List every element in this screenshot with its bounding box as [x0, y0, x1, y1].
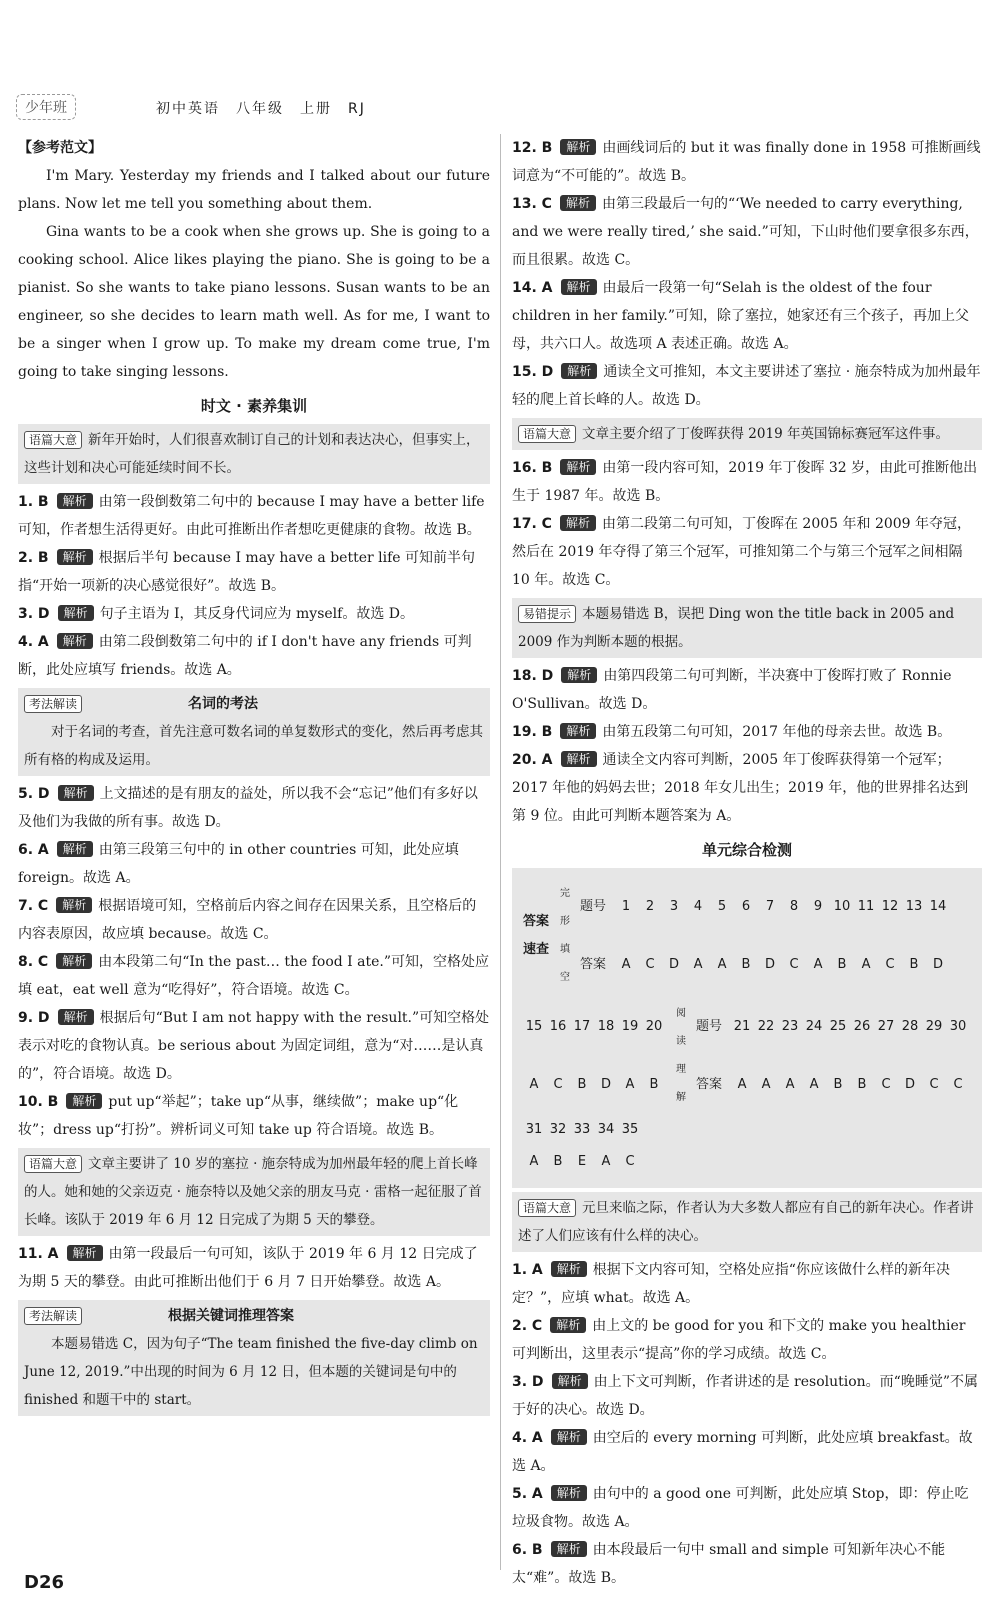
summary-text: 新年开始时，人们很喜欢制订自己的计划和表达决心，但事实上，这些计划和决心可能延续时间不长。 [24, 432, 480, 476]
analysis-tag: 解析 [560, 195, 596, 211]
table-cell: C [953, 1077, 963, 1092]
answer-item [512, 510, 982, 594]
summary-tag: 语篇大意 [24, 431, 82, 449]
summary-text: 元旦来临之际，作者认为大多数人都应有自己的新年决心。作者讲述了人们应该有什么样的决心。 [518, 1200, 974, 1244]
table-cell: 19 [621, 1019, 639, 1034]
item-number: 3. D [512, 1374, 544, 1390]
ans-cells [610, 936, 954, 994]
table-cell: 4 [693, 899, 703, 914]
table-cell: C [625, 1154, 635, 1169]
item-number: 1. B [18, 494, 49, 510]
analysis-tag: 解析 [551, 1541, 587, 1557]
table-cell: 27 [877, 1019, 895, 1034]
answer-item [18, 780, 490, 836]
table-cell: 33 [573, 1122, 591, 1137]
analysis-tag: 解析 [57, 493, 93, 509]
item-number: 13. C [512, 196, 552, 212]
answer-list [512, 454, 982, 594]
table-cell: A [625, 1077, 635, 1092]
table-cell: 1 [621, 899, 631, 914]
answer-item [512, 274, 982, 358]
table-cell: 3 [669, 899, 679, 914]
item-text: 由第一段倒数第二句中的 because I may have a better life 可知，作者想生活得更好。由此可推断出作者想吃更健康的食物。故选 B。 [18, 494, 485, 538]
item-text: 由第五段第二句可知，2017 年他的母亲去世。故选 B。 [602, 724, 952, 740]
item-text: 通读全文内容可判断，2005 年丁俊晖获得第一个冠军；2017 年他的妈妈去世；2018 年女儿出生；2019 年，他的世界排名达到第 9 位。由此可判断本题答案为 A。 [512, 752, 969, 824]
item-number: 15. D [512, 364, 554, 380]
table-cell: D [765, 957, 776, 972]
analysis-tag: 解析 [560, 139, 596, 155]
analysis-tag: 解析 [561, 363, 597, 379]
table-cell: 14 [929, 899, 947, 914]
section-title: 时文 · 素养集训 [200, 397, 308, 415]
summary-tag: 语篇大意 [518, 1199, 576, 1217]
item-number: 5. A [512, 1486, 543, 1502]
analysis-tag: 解析 [58, 785, 94, 801]
item-number: 20. A [512, 752, 553, 768]
table-cell: D [669, 957, 680, 972]
item-text: 上文描述的是有朋友的益处，所以我不会“忘记”他们有多好以及他们为我做的所有事。故选 D。 [18, 786, 478, 830]
num-cells [518, 1114, 670, 1146]
answer-item [512, 1256, 982, 1312]
table-cell: 10 [833, 899, 851, 914]
essay-paragraph: Gina wants to be a cook when she grows up. She is going to a cooking school. Alice likes playing the piano. She is going to be a pianist. So she wants to take piano lessons. Susan wants to be an engineer, so she decides to learn math well. As for me, I want to be a singer when I grow up. To make my dream come true, I'm going to take singing lessons. [18, 224, 490, 380]
row-label: 题号 [696, 1019, 723, 1034]
num-cells [518, 998, 670, 1056]
answer-item [512, 1368, 982, 1424]
table-cell: C [553, 1077, 563, 1092]
table-cell: B [649, 1077, 659, 1092]
item-number: 5. D [18, 786, 50, 802]
answer-item [18, 488, 490, 544]
answer-list [512, 134, 982, 414]
item-text: 由句中的 a good one 可判断，此处应填 Stop，即：停止吃垃圾食物。故选 A。 [512, 1486, 969, 1530]
answer-list [18, 488, 490, 684]
analysis-tag: 解析 [58, 605, 94, 621]
table-cell: C [645, 957, 655, 972]
answer-table [512, 868, 982, 1188]
table-cell: 5 [717, 899, 727, 914]
analysis-tag: 解析 [551, 1485, 587, 1501]
table-cell: A [737, 1077, 747, 1092]
item-number: 3. D [18, 606, 50, 622]
table-cell: 12 [881, 899, 899, 914]
item-number: 1. A [512, 1262, 543, 1278]
item-text: 由第三段第三句中的 in other countries 可知，此处应填 foreign。故选 A。 [18, 842, 459, 886]
item-text: 由第三段最后一句的“‘We needed to carry everything, and we were really tired,’ she said.”可知，下山时他们要拿很多东西，而且很累。故选 C。 [512, 196, 979, 268]
answer-item [512, 662, 982, 718]
table-cell: 16 [549, 1019, 567, 1034]
table-cell: 11 [857, 899, 875, 914]
table-cell: D [933, 957, 944, 972]
table-cell: A [529, 1077, 539, 1092]
item-number: 11. A [18, 1246, 59, 1262]
table-cell: 23 [781, 1019, 799, 1034]
analysis-tag: 解析 [56, 953, 92, 969]
item-number: 19. B [512, 724, 553, 740]
answer-item [512, 358, 982, 414]
item-number: 7. C [18, 898, 49, 914]
table-cell: A [693, 957, 703, 972]
table-cell: 17 [573, 1019, 591, 1034]
item-text: 由本段第二句“In the past… the food I ate.”可知，空格处应填 eat，eat well 意为“吃得好”，符合语境。故选 C。 [18, 954, 490, 998]
table-cell: B [833, 1077, 843, 1092]
item-number: 18. D [512, 668, 554, 684]
table-cell: 35 [621, 1122, 639, 1137]
item-text: put up“举起”；take up“从事，继续做”；make up“化妆”；dress up“打扮”。辨析词义可知 take up 符合语境。故选 B。 [18, 1094, 459, 1138]
page-number: D26 [24, 1572, 64, 1593]
table-cell: 20 [645, 1019, 663, 1034]
table-cell: 21 [733, 1019, 751, 1034]
answer-item [512, 134, 982, 190]
item-text: 由第四段第二句可判断，半决赛中丁俊晖打败了 Ronnie O'Sullivan。故选 D。 [512, 668, 952, 712]
item-text: 根据后半句 because I may have a better life 可知前半句指“开始一项新的决心感觉很好”。故选 B。 [18, 550, 476, 594]
table-cell: 34 [597, 1122, 615, 1137]
table-cell: A [809, 1077, 819, 1092]
item-text: 由本段最后一句中 small and simple 可知新年决心不能太“难”。故选 B。 [512, 1542, 946, 1586]
item-text: 由第二段第二句可知，丁俊晖在 2005 年和 2009 年夺冠，然后在 2019 年夺得了第三个冠军，可推知第二个与第三个冠军之间相隔 10 年。故选 C。 [512, 516, 972, 588]
exam-point-tag: 考法解读 [24, 695, 82, 713]
num-cells [610, 878, 954, 936]
unit-title: 单元综合检测 [701, 841, 792, 859]
table-cell: 25 [829, 1019, 847, 1034]
tip-box [512, 598, 982, 658]
num-cells [726, 998, 974, 1056]
answer-item [18, 600, 490, 628]
answer-item [512, 454, 982, 510]
answer-list [18, 780, 490, 1144]
table-cell: D [600, 1077, 611, 1092]
analysis-tag: 解析 [57, 549, 93, 565]
table-cell: B [857, 1077, 867, 1092]
analysis-tag: 解析 [551, 1261, 587, 1277]
answer-item [512, 746, 982, 830]
item-number: 4. A [18, 634, 49, 650]
item-number: 6. A [18, 842, 49, 858]
item-number: 8. C [18, 954, 49, 970]
item-number: 9. D [18, 1010, 50, 1026]
table-cell: B [909, 957, 919, 972]
analysis-tag: 解析 [58, 1009, 94, 1025]
answer-item [18, 836, 490, 892]
table-cell: 15 [525, 1019, 543, 1034]
answer-list [512, 1256, 982, 1592]
summary-tag: 语篇大意 [24, 1155, 82, 1173]
table-cell: 24 [805, 1019, 823, 1034]
table-cell: A [529, 1154, 539, 1169]
exam-point-tag: 考法解读 [24, 1307, 82, 1325]
answer-list [512, 662, 982, 830]
exam-point-text: 对于名词的考查，首先注意可数名词的单复数形式的变化，然后再考虑其所有格的构成及运用。 [24, 724, 483, 768]
answer-item [18, 1088, 490, 1144]
answer-item [512, 1424, 982, 1480]
table-cell: C [789, 957, 799, 972]
table-cell: A [717, 957, 727, 972]
answer-item [512, 1312, 982, 1368]
analysis-tag: 解析 [67, 1245, 103, 1261]
answer-item [18, 948, 490, 1004]
right-column [512, 134, 982, 1592]
item-text: 由画线词后的 but it was finally done in 1958 可推断画线词意为“不可能的”。故选 B。 [512, 140, 981, 184]
table-cell: C [885, 957, 895, 972]
table-cell: A [601, 1154, 611, 1169]
analysis-tag: 解析 [560, 515, 596, 531]
table-cell: 28 [901, 1019, 919, 1034]
table-cell: B [577, 1077, 587, 1092]
summary-box [512, 1192, 982, 1252]
table-cell: E [577, 1154, 587, 1169]
analysis-tag: 解析 [57, 633, 93, 649]
exam-point-box [18, 688, 490, 776]
summary-box [18, 1148, 490, 1236]
table-cell: A [785, 1077, 795, 1092]
exam-point-box [18, 1300, 490, 1416]
answer-item [18, 892, 490, 948]
item-number: 14. A [512, 280, 553, 296]
item-text: 根据下文内容可知，空格处应指“你应该做什么样的新年决定？”，应填 what。故选 A。 [512, 1262, 950, 1306]
left-column [18, 134, 490, 1420]
item-number: 2. C [512, 1318, 543, 1334]
summary-text: 文章主要介绍了丁俊晖获得 2019 年英国锦标赛冠军这件事。 [582, 426, 949, 442]
item-text: 根据后句“But I am not happy with the result.”可知空格处表示对吃的食物认真。be serious about 为固定词组，意为“对……是认真的”，符合语境。故选 D。 [18, 1010, 490, 1082]
exam-point-title: 名词的考法 [188, 696, 259, 712]
answer-item [512, 1480, 982, 1536]
item-number: 10. B [18, 1094, 59, 1110]
table-cell: 6 [741, 899, 751, 914]
answer-table-2 [518, 998, 974, 1178]
item-number: 4. A [512, 1430, 543, 1446]
answer-item [18, 1240, 490, 1296]
table-cell: 18 [597, 1019, 615, 1034]
table-cell: A [861, 957, 871, 972]
answer-item [18, 628, 490, 684]
analysis-tag: 解析 [551, 1429, 587, 1445]
table-cell: D [905, 1077, 916, 1092]
table-cell: C [929, 1077, 939, 1092]
ans-cells [726, 1056, 974, 1114]
column-divider [500, 134, 501, 1570]
analysis-tag: 解析 [550, 1317, 586, 1333]
answer-item [18, 1004, 490, 1088]
table-cell: B [837, 957, 847, 972]
item-text: 由第二段倒数第二句中的 if I don't have any friends 可判断，此处应填写 friends。故选 A。 [18, 634, 472, 678]
table-cell: 31 [525, 1122, 543, 1137]
item-number: 6. B [512, 1542, 543, 1558]
ans-cells [518, 1056, 670, 1114]
item-number: 12. B [512, 140, 553, 156]
analysis-tag: 解析 [561, 667, 597, 683]
row-label: 题号 [580, 899, 607, 914]
table-cell: 2 [645, 899, 655, 914]
item-text: 根据语境可知，空格前后内容之间存在因果关系，且空格后的内容表原因，故应填 because。故选 C。 [18, 898, 477, 942]
tip-text: 本题易错选 B，误把 Ding won the title back in 2005 and 2009 作为判断本题的根据。 [518, 606, 955, 650]
item-text: 由上文的 be good for you 和下文的 make you healthier 可判断出，这里表示“提高”你的学习成绩。故选 C。 [512, 1318, 966, 1362]
table-cell: 7 [765, 899, 775, 914]
table-cell: 8 [789, 899, 799, 914]
row-label: 答案 [580, 957, 607, 972]
item-number: 17. C [512, 516, 552, 532]
table-cell: B [553, 1154, 563, 1169]
table-cell: B [741, 957, 751, 972]
table-cell: 22 [757, 1019, 775, 1034]
analysis-tag: 解析 [560, 459, 596, 475]
analysis-tag: 解析 [561, 279, 597, 295]
section-label: 完形填空 [560, 888, 570, 983]
analysis-tag: 解析 [56, 897, 92, 913]
analysis-tag: 解析 [552, 1373, 588, 1389]
table-cell: 13 [905, 899, 923, 914]
summary-box [18, 424, 490, 484]
table-cell: 32 [549, 1122, 567, 1137]
table-cell: 30 [949, 1019, 967, 1034]
table-cell: C [881, 1077, 891, 1092]
table-cell: A [761, 1077, 771, 1092]
answer-item [512, 190, 982, 274]
item-text: 由第一段最后一句可知，该队于 2019 年 6 月 12 日完成了为期 5 天的攀登。由此可推断出他们于 6 月 7 日开始攀登。故选 A。 [18, 1246, 478, 1290]
answer-table-1 [518, 878, 954, 994]
page-header [16, 92, 496, 128]
analysis-tag: 解析 [560, 723, 596, 739]
table-cell: A [621, 957, 631, 972]
item-text: 由第一段内容可知，2019 年丁俊晖 32 岁，由此可推断他出生于 1987 年。故选 B。 [512, 460, 978, 504]
table-label: 答案速查 [522, 914, 549, 957]
answer-item [512, 718, 982, 746]
book-info: 初中英语 八年级 上册 RJ [156, 101, 366, 117]
answer-list [18, 1240, 490, 1296]
analysis-tag: 解析 [66, 1093, 102, 1109]
item-text: 由上下文可判断，作者讲述的是 resolution。而“晚睡觉”不属于好的决心。故选 D。 [512, 1374, 978, 1418]
row-label: 答案 [696, 1077, 723, 1092]
tip-tag: 易错提示 [518, 605, 576, 623]
item-text: 通读全文可推知，本文主要讲述了塞拉 · 施奈特成为加州最年轻的爬上首长峰的人。故选 D。 [512, 364, 981, 408]
analysis-tag: 解析 [57, 841, 93, 857]
table-cell: 26 [853, 1019, 871, 1034]
table-cell: A [813, 957, 823, 972]
summary-tag: 语篇大意 [518, 425, 576, 443]
exam-point-title: 根据关键词推理答案 [168, 1308, 295, 1324]
table-cell: 9 [813, 899, 823, 914]
item-text: 句子主语为 I，其反身代词应为 myself。故选 D。 [99, 606, 414, 622]
section-label: 阅读理解 [676, 1008, 686, 1103]
answer-item [18, 544, 490, 600]
exam-point-text: 本题易错选 C，因为句子“The team finished the five-day climb on June 12, 2019.”中出现的时间为 6 月 12 日，但本题的关键词是句中的 finished 和题干中的 start。 [24, 1336, 478, 1408]
ref-title: 【参考范文】 [18, 140, 102, 156]
series-logo: 少年班 [16, 94, 76, 120]
item-number: 2. B [18, 550, 49, 566]
item-number: 16. B [512, 460, 553, 476]
item-text: 由最后一段第一句“Selah is the oldest of the four children in her family.”可知，除了塞拉，她家还有三个孩子，再加上父母，共六口人。故选项 A 表述正确。故选 A。 [512, 280, 970, 352]
summary-text: 文章主要讲了 10 岁的塞拉 · 施奈特成为加州最年轻的爬上首长峰的人。她和她的父亲迈克 · 施奈特以及她父亲的朋友马克 · 雷格一起征服了首长峰。该队于 2019 年 6 月 12 日完成了为期 5 天的攀登。 [24, 1156, 482, 1228]
summary-box [512, 418, 982, 450]
analysis-tag: 解析 [561, 751, 597, 767]
item-text: 由空后的 every morning 可判断，此处应填 breakfast。故选 A。 [512, 1430, 973, 1474]
ans-cells [518, 1146, 670, 1178]
answer-item [512, 1536, 982, 1592]
essay-paragraph: I'm Mary. Yesterday my friends and I talked about our future plans. Now let me tell you something about them. [18, 168, 490, 212]
table-cell: 29 [925, 1019, 943, 1034]
